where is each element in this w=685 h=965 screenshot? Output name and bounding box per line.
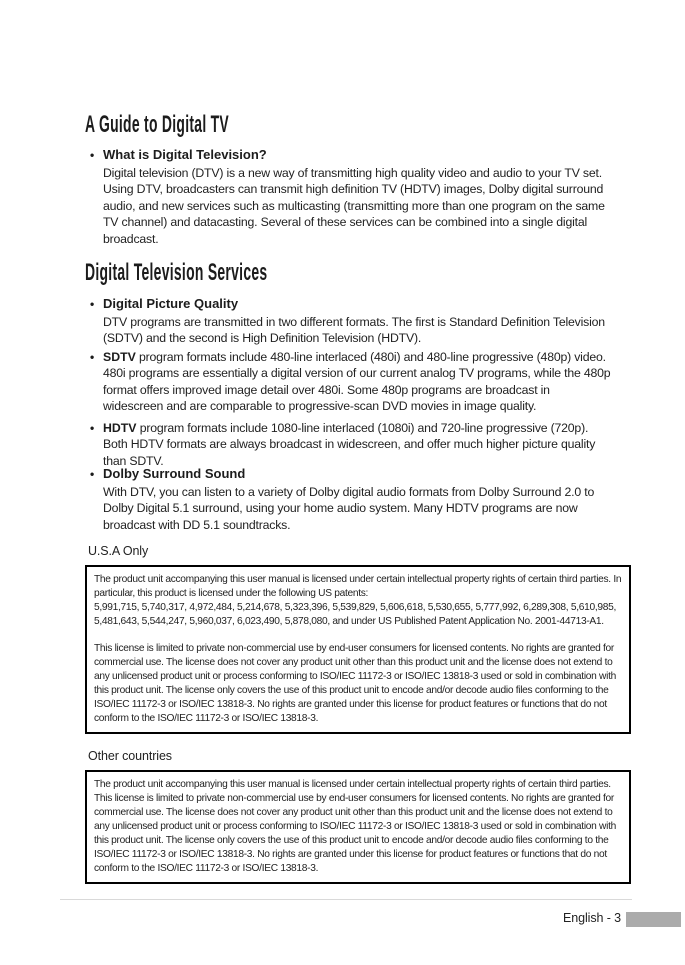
list-item (90, 349, 612, 415)
list-item (90, 147, 612, 247)
bullet-heading: Dolby Surround Sound (103, 466, 246, 481)
bullet-content (103, 466, 612, 533)
bullet-icon: • (90, 297, 95, 311)
bullet-content (103, 349, 612, 415)
bullet-content (103, 147, 612, 247)
page-edge-tab (626, 912, 681, 927)
other-countries-label: Other countries (88, 749, 172, 763)
other-countries-license-box (85, 770, 631, 884)
page-number-label: English - 3 (563, 911, 621, 925)
list-item (90, 466, 612, 533)
usa-only-label: U.S.A Only (88, 544, 149, 558)
bullet-icon: • (90, 148, 95, 162)
list-item (90, 296, 612, 347)
other-license-paragraph: The product unit accompanying this user manual is licensed under certain intellectual property rights of certain third parties. This license is limited to private non-commercial use by end-user consumers for licensed contents. No rights are granted for commercial use. The license does not cover any product unit other than this product unit and the license does not extend to any unlicensed product unit or process conforming to ISO/IEC 11172-3 or ISO/IEC 13818-3 used or sold in combination with this product unit. The license only covers the use of this product unit to encode and/or decode audio files conforming to the ISO/IEC 11172-3 or ISO/IEC 13818-3. No rights are granted under this license for product features or functions that do not conform to the ISO/IEC 11172-3 or ISO/IEC 13818-3. (94, 779, 616, 874)
guide-section-title: A Guide to Digital TV (85, 111, 230, 138)
usa-license-intro: The product unit accompanying this user manual is licensed under certain intellectual property rights of certain third parties. In particular, this product is licensed under the following US patents: (94, 574, 622, 599)
list-item (90, 420, 612, 469)
bullet-body (103, 420, 612, 469)
bullet-body: DTV programs are transmitted in two different formats. The first is Standard Definition Television (SDTV) and the second is High Definition Television (HDTV). (103, 315, 605, 346)
bullet-body: With DTV, you can listen to a variety of Dolby digital audio formats from Dolby Surround 2.0 to Dolby Digital 5.1 surround, using your home audio system. Many HDTV programs are now broadcast with DD 5.1 soundtracks. (103, 485, 595, 532)
bullet-heading: What is Digital Television? (103, 147, 267, 162)
bullet-body-text: program formats include 1080-line interlaced (1080i) and 720-line progressive (720p). Both HDTV formats are always broadcast in widescreen, and offer much higher picture quality than SDTV. (103, 421, 596, 468)
bullet-lead-term: HDTV (103, 421, 137, 435)
services-section-title: Digital Television Services (85, 259, 268, 286)
bullet-body (103, 349, 612, 415)
bullet-lead-term: SDTV (103, 350, 136, 364)
usa-license-paragraph-2: This license is limited to private non-commercial use by end-user consumers for licensed contents. No rights are granted for commercial use. The license does not cover any product unit other than this product unit and the license does not extend to any unlicensed product unit or process conforming to ISO/IEC 11172-3 or ISO/IEC 13818-3 used or sold in combination with this product unit. The license only covers the use of this product unit to encode and/or decode audio files conforming to the ISO/IEC 11172-3 or ISO/IEC 13818-3. No rights are granted under this license for product features or functions that do not conform to the ISO/IEC 11172-3 or ISO/IEC 13818-3. (94, 643, 616, 724)
bullet-heading: Digital Picture Quality (103, 296, 239, 311)
usa-patent-numbers: 5,991,715, 5,740,317, 4,972,484, 5,214,678, 5,323,396, 5,539,829, 5,606,618, 5,530,655, 5,777,992, 6,289,308, 5,610,985, 5,481,643, 5,544,247, 5,960,037, 6,023,490, 5,878,080, and under US Published Patent Application No. 2001-44713-A1. (94, 602, 616, 627)
bullet-icon: • (90, 467, 95, 481)
footer-divider (60, 899, 632, 900)
usa-license-paragraph-1 (94, 573, 622, 629)
bullet-content (103, 296, 612, 347)
usa-license-box (85, 565, 631, 734)
bullet-content (103, 420, 612, 469)
bullet-body: Digital television (DTV) is a new way of transmitting high quality video and audio to your TV set. Using DTV, broadcasters can transmit high definition TV (HDTV) images, Dolby digital surround audio, and new services such as multicasting (transmitting more than one program on the same TV channel) and datacasting. Several of these services can be combined into a single digital broadcast. (103, 166, 605, 246)
bullet-icon: • (90, 421, 95, 435)
bullet-icon: • (90, 350, 95, 364)
bullet-body-text: program formats include 480-line interlaced (480i) and 480-line progressive (480p) video. 480i programs are essentially a digital version of our current analog TV programs, while the 480p format offers improved image detail over 480i. Some 480p programs are broadcast in widescreen and are comparable to progressive-scan DVD movies in image quality. (103, 350, 611, 414)
